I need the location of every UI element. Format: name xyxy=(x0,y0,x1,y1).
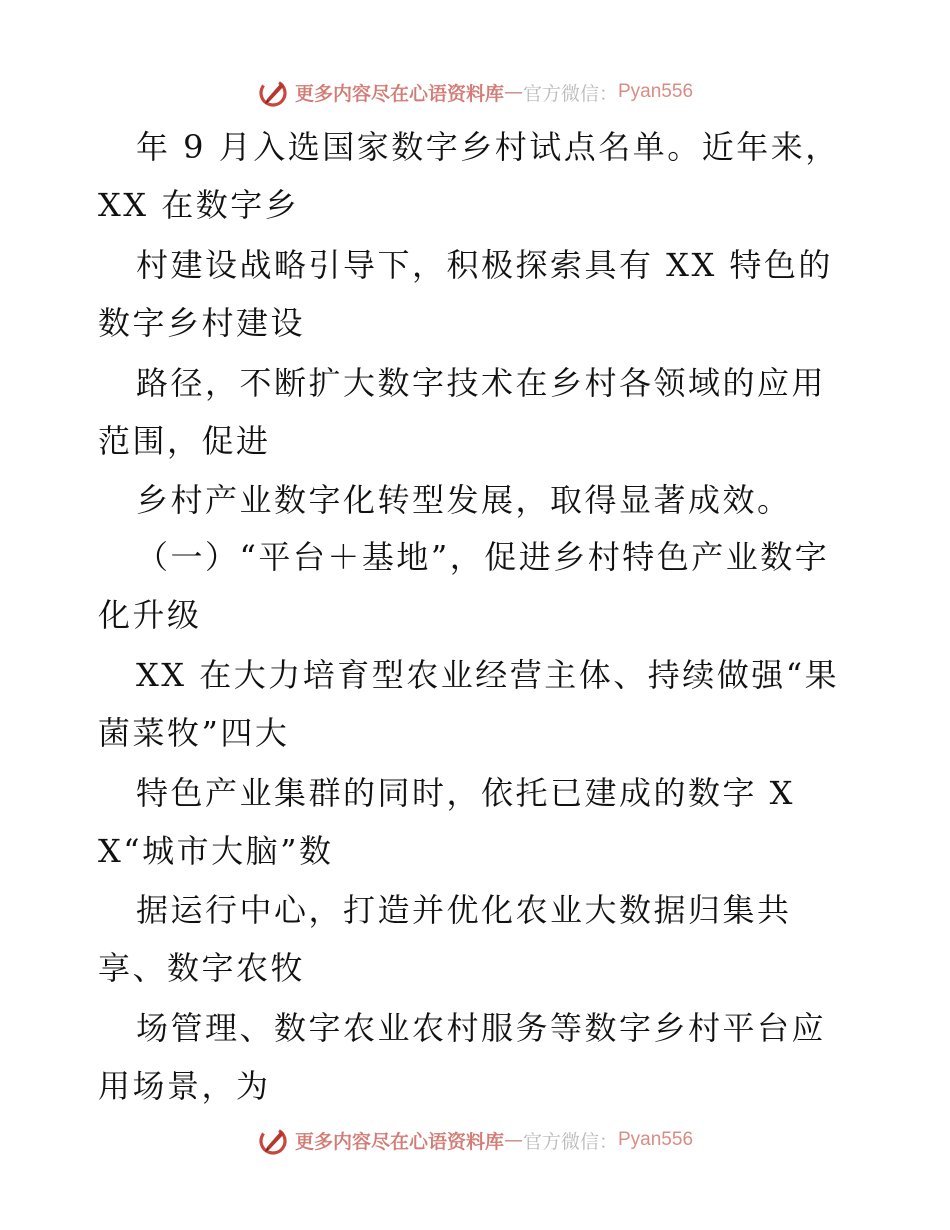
paragraph-2: 村建设战略引导下，积极探索具有 XX 特色的数字乡村建设 xyxy=(98,246,833,342)
paragraph-6: 特色产业集群的同时，依托已建成的数字 XX“城市大脑”数 xyxy=(98,774,795,870)
paragraph-8: 场管理、数字农业农村服务等数字乡村平台应用场景，为 xyxy=(98,1009,827,1105)
footer-watermark xyxy=(0,1120,950,1160)
document-body xyxy=(0,118,950,1108)
brush-circle-logo-icon xyxy=(257,1123,291,1157)
watermark-separator: — xyxy=(503,81,523,103)
watermark-separator: — xyxy=(503,1129,523,1151)
section-heading: （一）“平台＋基地”，促进乡村特色产业数字化升级 xyxy=(98,538,830,634)
watermark-text: 更多内容尽在心语资料库 xyxy=(294,1130,504,1153)
watermark-id: Pyan556 xyxy=(618,81,694,102)
paragraph-4: 乡村产业数字化转型发展，取得显著成效。 xyxy=(136,481,792,519)
paragraph-3: 路径，不断扩大数字技术在乡村各领域的应用范围，促进 xyxy=(98,364,827,460)
watermark-contact: 官方微信： xyxy=(522,82,618,105)
paragraph-7: 据运行中心，打造并优化农业大数据归集共享、数字农牧 xyxy=(98,891,792,987)
header-watermark xyxy=(0,72,950,112)
watermark-id: Pyan556 xyxy=(618,1129,694,1150)
paragraph-5: XX 在大力培育型农业经营主体、持续做强“果菌菜牧”四大 xyxy=(98,656,840,752)
watermark-text: 更多内容尽在心语资料库 xyxy=(294,82,504,105)
brush-circle-logo-icon xyxy=(257,75,291,109)
paragraph-1: 年 9 月入选国家数字乡村试点名单。近年来，XX 在数字乡 xyxy=(98,128,840,224)
watermark-contact: 官方微信： xyxy=(522,1130,618,1153)
